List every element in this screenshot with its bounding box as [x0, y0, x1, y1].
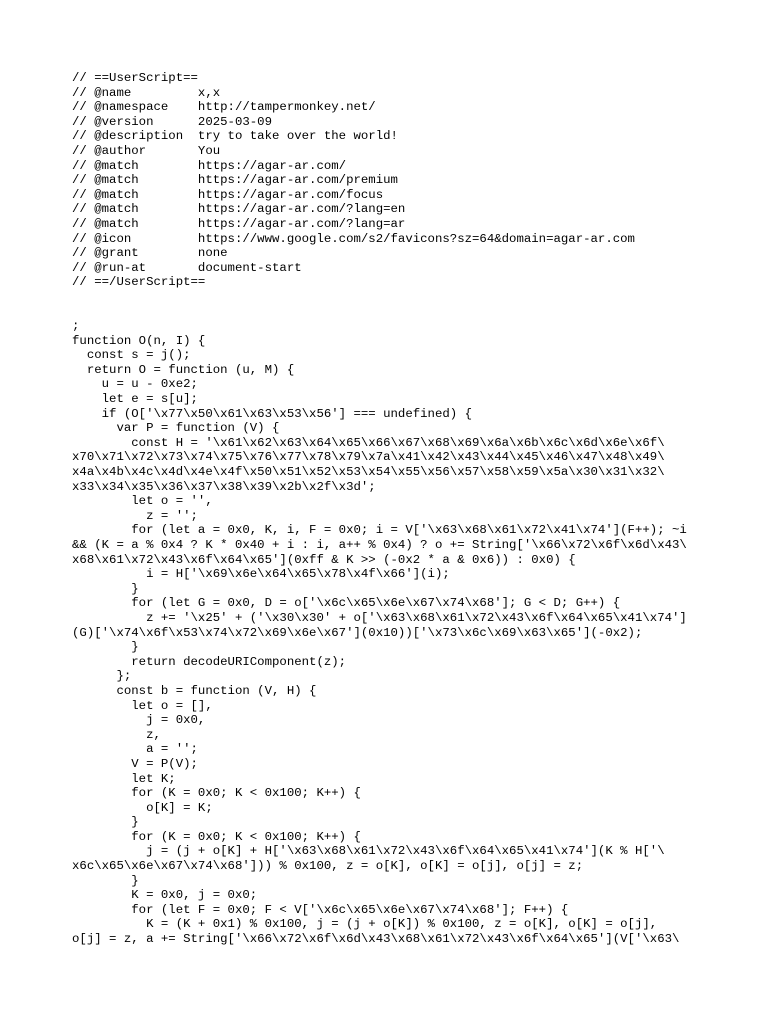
code-line: }	[72, 581, 139, 596]
code-line: i = H['\x69\x6e\x64\x65\x78\x4f\x66'](i);	[72, 567, 450, 582]
code-line: // @run-at document-start	[72, 260, 302, 275]
code-line: // @grant none	[72, 246, 228, 261]
code-line: let K;	[72, 771, 176, 786]
code-line: // @name x,x	[72, 85, 221, 100]
code-line: }	[72, 873, 139, 888]
code-line: ;	[72, 319, 80, 334]
code-line: };	[72, 669, 132, 684]
code-line: // ==/UserScript==	[72, 275, 206, 290]
code-line: // @namespace http://tampermonkey.net/	[72, 100, 376, 115]
code-listing	[72, 71, 687, 947]
code-line: z += '\x25' + ('\x30\x30' + o['\x63\x68\x61\x72\x43\x6f\x64\x65\x41\x74']	[72, 610, 687, 625]
code-line: V = P(V);	[72, 756, 198, 771]
code-line: }	[72, 815, 139, 830]
code-line: // @match https://agar-ar.com/?lang=en	[72, 202, 406, 217]
code-line: // @match https://agar-ar.com/focus	[72, 187, 384, 202]
code-line: x70\x71\x72\x73\x74\x75\x76\x77\x78\x79\x7a\x41\x42\x43\x44\x45\x46\x47\x48\x49\	[72, 450, 665, 465]
code-line: for (let F = 0x0; F < V['\x6c\x65\x6e\x67\x74\x68']; F++) {	[72, 902, 569, 917]
code-line: x6c\x65\x6e\x67\x74\x68'])) % 0x100, z = o[K], o[K] = o[j], o[j] = z;	[72, 859, 584, 874]
code-line: // @icon https://www.google.com/s2/favicons?sz=64&domain=agar-ar.com	[72, 231, 635, 246]
code-line: K = 0x0, j = 0x0;	[72, 888, 258, 903]
code-line: for (let a = 0x0, K, i, F = 0x0; i = V['\x63\x68\x61\x72\x41\x74'](F++); ~i	[72, 523, 687, 538]
code-line: // ==UserScript==	[72, 71, 198, 85]
code-line: o[K] = K;	[72, 800, 213, 815]
code-line: }	[72, 640, 139, 655]
code-line: const H = '\x61\x62\x63\x64\x65\x66\x67\x68\x69\x6a\x6b\x6c\x6d\x6e\x6f\	[72, 435, 665, 450]
code-line: // @match https://agar-ar.com/	[72, 158, 347, 173]
code-line: && (K = a % 0x4 ? K * 0x40 + i : i, a++ % 0x4) ? o += String['\x66\x72\x6f\x6d\x43\	[72, 538, 687, 552]
code-line: // @version 2025-03-09	[72, 114, 273, 129]
code-line: for (K = 0x0; K < 0x100; K++) {	[72, 786, 361, 801]
code-line: function O(n, I) {	[72, 333, 206, 348]
code-line: x33\x34\x35\x36\x37\x38\x39\x2b\x2f\x3d';	[72, 479, 376, 494]
code-line: o[j] = z, a += String['\x66\x72\x6f\x6d\x43\x68\x61\x72\x43\x6f\x64\x65'](V['\x63\	[72, 932, 680, 947]
code-line: x68\x61\x72\x43\x6f\x64\x65'](0xff & K >> (-0x2 * a & 0x6)) : 0x0) {	[72, 552, 576, 567]
code-line: a = '';	[72, 742, 198, 757]
code-line: let o = [],	[72, 698, 213, 713]
code-line: for (K = 0x0; K < 0x100; K++) {	[72, 829, 361, 844]
code-line: (G)['\x74\x6f\x53\x74\x72\x69\x6e\x67'](0x10))['\x73\x6c\x69\x63\x65'](-0x2);	[72, 625, 643, 640]
code-line: // @description try to take over the world!	[72, 129, 398, 144]
code-line: // @match https://agar-ar.com/?lang=ar	[72, 216, 406, 231]
code-line: return O = function (u, M) {	[72, 362, 295, 377]
code-line: let o = '',	[72, 494, 213, 509]
code-line: j = 0x0,	[72, 713, 206, 728]
code-line: var P = function (V) {	[72, 421, 280, 436]
code-line: for (let G = 0x0, D = o['\x6c\x65\x6e\x67\x74\x68']; G < D; G++) {	[72, 596, 621, 611]
code-line: x4a\x4b\x4c\x4d\x4e\x4f\x50\x51\x52\x53\x54\x55\x56\x57\x58\x59\x5a\x30\x31\x32\	[72, 465, 665, 480]
code-line	[72, 305, 687, 320]
code-line: if (O['\x77\x50\x61\x63\x53\x56'] === undefined) {	[72, 406, 473, 421]
code-line: // @author You	[72, 143, 221, 158]
code-line: u = u - 0xe2;	[72, 377, 198, 392]
code-line: z,	[72, 727, 161, 742]
code-line: const b = function (V, H) {	[72, 683, 317, 698]
code-line	[72, 290, 687, 305]
code-line: z = '';	[72, 508, 198, 523]
code-line: return decodeURIComponent(z);	[72, 654, 347, 669]
code-line: K = (K + 0x1) % 0x100, j = (j + o[K]) % 0x100, z = o[K], o[K] = o[j],	[72, 917, 658, 932]
code-line: const s = j();	[72, 348, 191, 363]
code-line: // @match https://agar-ar.com/premium	[72, 173, 398, 188]
code-line: j = (j + o[K] + H['\x63\x68\x61\x72\x43\x6f\x64\x65\x41\x74'](K % H['\	[72, 844, 665, 859]
code-line: let e = s[u];	[72, 392, 198, 407]
